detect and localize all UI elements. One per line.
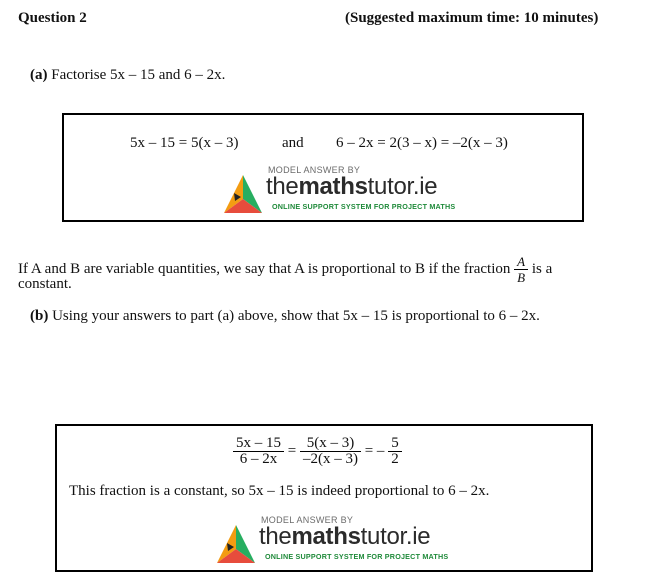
logo-brand: themathstutor.ie bbox=[259, 523, 431, 550]
suggested-time: (Suggested maximum time: 10 minutes) bbox=[345, 10, 599, 26]
fraction-1: $\frac{5x - 15}{6 - 2x}$ bbox=[233, 436, 284, 467]
triangle-logo-icon bbox=[215, 523, 257, 565]
fraction-2: $\frac{5(x - 3)}{-2(x - 3)}$ bbox=[300, 436, 361, 467]
answer-b-equation: $\frac{5x - 15}{6 - 2x}$ = $\frac{5(x - 3)}{-2(x - 3)}$ = – $\frac{5}{2}$ bbox=[233, 436, 402, 467]
logo-tagline: ONLINE SUPPORT SYSTEM FOR PROJECT MATHS bbox=[265, 552, 449, 561]
logo-brand: themathstutor.ie bbox=[266, 173, 438, 200]
fraction-a-over-b: $\frac{A}{B}$ bbox=[514, 254, 528, 285]
answer-a-eq1: 5x – 15 = 5(x – 3) bbox=[130, 135, 239, 151]
triangle-logo-icon bbox=[222, 173, 264, 215]
logo-caption: MODEL ANSWER BY bbox=[268, 165, 361, 175]
logo-tagline: ONLINE SUPPORT SYSTEM FOR PROJECT MATHS bbox=[272, 202, 456, 211]
answer-box-b bbox=[55, 424, 593, 572]
answer-b-conclusion: This fraction is a constant, so 5x – 15 is indeed proportional to 6 – 2x. bbox=[69, 483, 490, 499]
logo-caption: MODEL ANSWER BY bbox=[261, 515, 354, 525]
part-b-label: (b) bbox=[30, 308, 49, 324]
answer-box-a bbox=[62, 113, 584, 222]
definition-line2: constant. bbox=[18, 276, 72, 292]
answer-a-and: and bbox=[282, 135, 304, 151]
model-answer-logo-a bbox=[222, 165, 462, 217]
part-a-question bbox=[30, 67, 225, 84]
fraction-3: $\frac{5}{2}$ bbox=[388, 436, 402, 467]
answer-a-eq2: 6 – 2x = 2(3 – x) = –2(x – 3) bbox=[336, 135, 508, 151]
part-a-label: (a) bbox=[30, 67, 48, 83]
part-b-text: Using your answers to part (a) above, show that 5x – 15 is proportional to 6 – 2x. bbox=[52, 308, 540, 324]
model-answer-logo-b bbox=[215, 515, 455, 567]
part-a-text: Factorise 5x – 15 and 6 – 2x. bbox=[51, 67, 226, 83]
question-title: Question 2 bbox=[18, 10, 87, 26]
part-b-question bbox=[30, 308, 540, 325]
definition-line1: If A and B are variable quantities, we say that A is proportional to B if the fraction $\frac{A}{B}$ is a bbox=[18, 254, 553, 285]
